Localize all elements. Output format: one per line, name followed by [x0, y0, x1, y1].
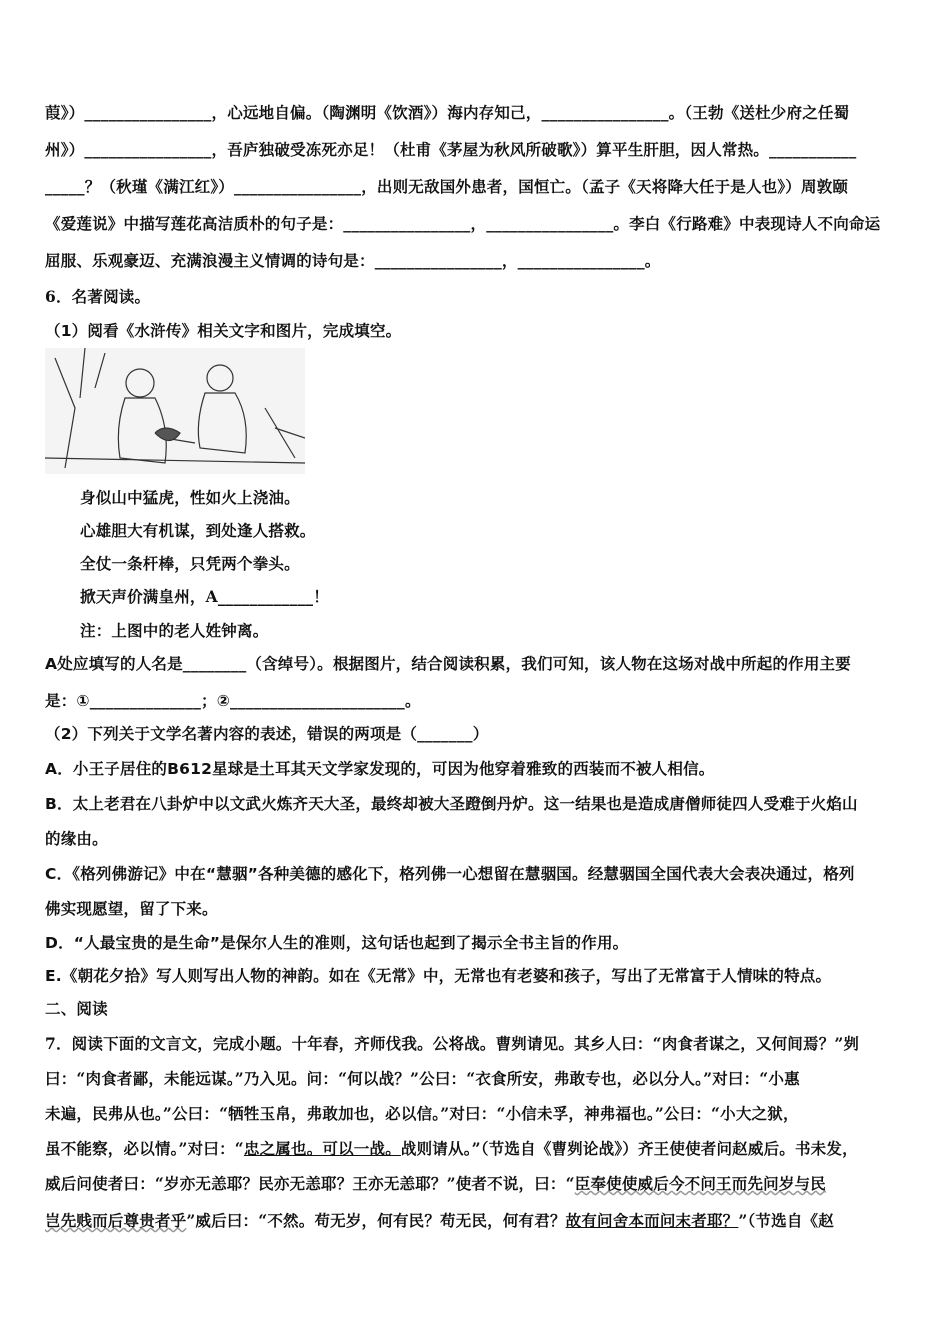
option-c-cont: 佛实现愿望，留了下来。	[45, 900, 218, 918]
question-title: 6．名著阅读。	[45, 287, 151, 306]
text-line: 葭》）________________，心远地自偏。（陶渊明《饮酒》）海内存知己，________________。（王勃《送杜少府之任蜀	[45, 104, 850, 122]
option-e: E.《朝花夕拾》写人则写出人物的神韵。如在《无常》中，无常也有老婆和孩子，写出了无常富于人情味的特点。	[45, 967, 832, 985]
poem-text: ！	[313, 587, 329, 606]
text-line: A处应填写的人名是________（含绰号）。根据图片，结合阅读积累，我们可知，该人物在这场对战中所起的作用主要	[45, 655, 851, 673]
poem-line: 身似山中猛虎，性如火上浇油。	[80, 488, 300, 507]
sub-question-2: （2）下列关于文学名著内容的表述，错误的两项是（_______）	[45, 725, 489, 743]
text: ”（节选自《赵	[738, 1211, 834, 1230]
text-line: 《爱莲说》中描写莲花高洁质朴的句子是：________________，________________。李白《行路难》中表现诗人不向命运	[45, 215, 881, 233]
wavy-underlined-sentence: 岂先贱而后尊贵者乎	[45, 1211, 187, 1230]
answer-blank-a: A____________	[205, 587, 314, 606]
text-line	[45, 1211, 834, 1231]
poem-line: 全仗一条杆棒，只凭两个拳头。	[80, 554, 300, 573]
option-c: C．《格列佛游记》中在“慧骃”各种美德的感化下，格列佛一心想留在慧骃国。经慧骃国全国代表大会表决通过，格列	[45, 865, 855, 883]
option-b-cont: 的缘由。	[45, 830, 108, 848]
text-line: 是：①______________；②______________________。	[45, 692, 421, 710]
option-d: D．“人最宝贵的是生命”是保尔人生的准则，这句话也起到了揭示全书主旨的作用。	[45, 934, 629, 952]
text: 威后问使者曰：“岁亦无恙耶？民亦无恙耶？王亦无恙耶？”使者不说，曰：“	[45, 1174, 575, 1193]
text-line	[45, 1174, 826, 1194]
text-line: 州》）________________，吾庐独破受冻死亦足！（杜甫《茅屋为秋风所破歌》）算平生肝胆，因人常热。___________	[45, 141, 857, 159]
illustration-two-men-seated	[45, 348, 305, 474]
text-line	[45, 1139, 858, 1159]
wavy-underlined-sentence: 臣奉使使威后今不问王而先问岁与民	[574, 1174, 826, 1193]
text-line: 未遍，民弗从也。”公曰：“牺牲玉帛，弗敢加也，必以信。”对曰：“小信未孚，神弗福也。”公曰：“小大之狱，	[45, 1104, 799, 1123]
option-a: A．小王子居住的B612星球是土耳其天文学家发现的，可因为他穿着雅致的西装而不被人相信。	[45, 760, 715, 778]
text-line: 曰：“肉食者鄙，未能远谋。”乃入见。问：“何以战？”公曰：“衣食所安，弗敢专也，必以分人。”对曰：“小惠	[45, 1069, 800, 1088]
poem-line	[80, 587, 329, 607]
note: 注：上图中的老人姓钟离。	[80, 621, 269, 640]
option-b: B．太上老君在八卦炉中以文武火炼齐天大圣，最终却被大圣蹬倒丹炉。这一结果也是造成唐僧师徒四人受难于火焰山	[45, 795, 858, 813]
text: 虽不能察，必以情。”对曰：“	[45, 1139, 244, 1158]
underlined-sentence: 故有问舍本而问末者耶？	[565, 1211, 739, 1230]
text-line: _____？（秋瑾《满江红》）________________，出则无敌国外患者，国恒亡。（孟子《天将降大任于是人也》）周敦颐	[45, 178, 849, 196]
sub-question-1: （1）阅看《水浒传》相关文字和图片，完成填空。	[45, 322, 402, 340]
section-title: 二、阅读	[45, 1000, 108, 1018]
text: ”威后曰：“不然。苟无岁，何有民？苟无民，何有君？	[186, 1211, 566, 1230]
underlined-sentence: 忠之属也。可以一战。	[243, 1139, 401, 1158]
poem-line: 心雄胆大有机谋，到处逢人搭救。	[80, 521, 316, 540]
text-line: 7．阅读下面的文言文，完成小题。十年春，齐师伐我。公将战。曹刿请见。其乡人曰：“肉食者谋之，又何间焉？”刿	[45, 1034, 860, 1053]
poem-text: 掀天声价满皇州，	[80, 587, 206, 606]
text: 战则请从。”（节选自《曹刿论战》）齐王使使者问赵威后。书未发，	[400, 1139, 858, 1158]
text-line: 屈服、乐观豪迈、充满浪漫主义情调的诗句是：________________，________________。	[45, 252, 661, 270]
